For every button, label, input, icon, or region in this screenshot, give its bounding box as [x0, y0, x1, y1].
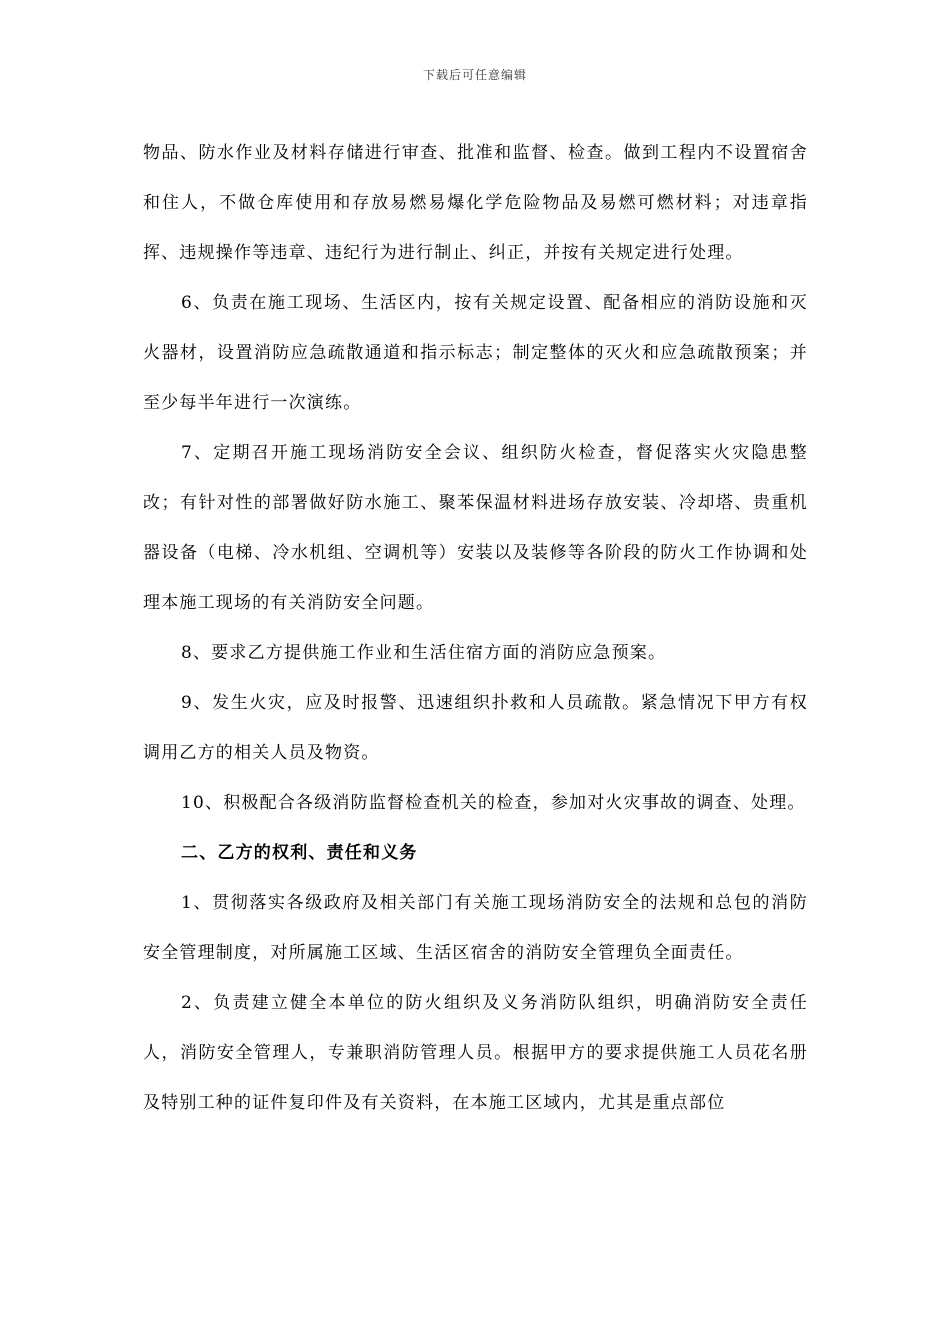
- paragraph-item-9: 9、发生火灾，应及时报警、迅速组织扑救和人员疏散。紧急情况下甲方有权调用乙方的相关人员及物资。: [143, 693, 808, 763]
- section-heading: 二、乙方的权利、责任和义务: [181, 843, 418, 863]
- section-paragraph-item-1: 1、贯彻落实各级政府及相关部门有关施工现场消防安全的法规和总包的消防安全管理制度，对所属施工区域、生活区宿舍的消防安全管理负全面责任。: [143, 893, 808, 963]
- paragraph-item-8: 8、要求乙方提供施工作业和生活住宿方面的消防应急预案。: [181, 643, 667, 663]
- document-body: [143, 128, 808, 1128]
- page-header-note: 下载后可任意编辑: [422, 68, 527, 82]
- paragraph-item-10: 10、积极配合各级消防监督检查机关的检查，参加对火灾事故的调查、处理。: [181, 793, 806, 813]
- section-paragraph-item-2: 2、负责建立健全本单位的防火组织及义务消防队组织，明确消防安全责任人，消防安全管理人，专兼职消防管理人员。根据甲方的要求提供施工人员花名册及特别工种的证件复印件及有关资料，在本施工区域内，尤其是重点部位: [143, 993, 808, 1113]
- paragraph-continuation: 物品、防水作业及材料存储进行审查、批准和监督、检查。做到工程内不设置宿舍和住人，不做仓库使用和存放易燃易爆化学危险物品及易燃可燃材料；对违章指挥、违规操作等违章、违纪行为进行制止、纠正，并按有关规定进行处理。: [143, 143, 808, 263]
- paragraph-item-6: 6、负责在施工现场、生活区内，按有关规定设置、配备相应的消防设施和灭火器材，设置消防应急疏散通道和指示标志；制定整体的灭火和应急疏散预案；并至少每半年进行一次演练。: [143, 293, 808, 413]
- paragraph-item-7: 7、定期召开施工现场消防安全会议、组织防火检查，督促落实火灾隐患整改；有针对性的部署做好防水施工、聚苯保温材料进场存放安装、冷却塔、贵重机器设备（电梯、冷水机组、空调机等）安装以及装修等各阶段的防火工作协调和处理本施工现场的有关消防安全问题。: [143, 443, 808, 613]
